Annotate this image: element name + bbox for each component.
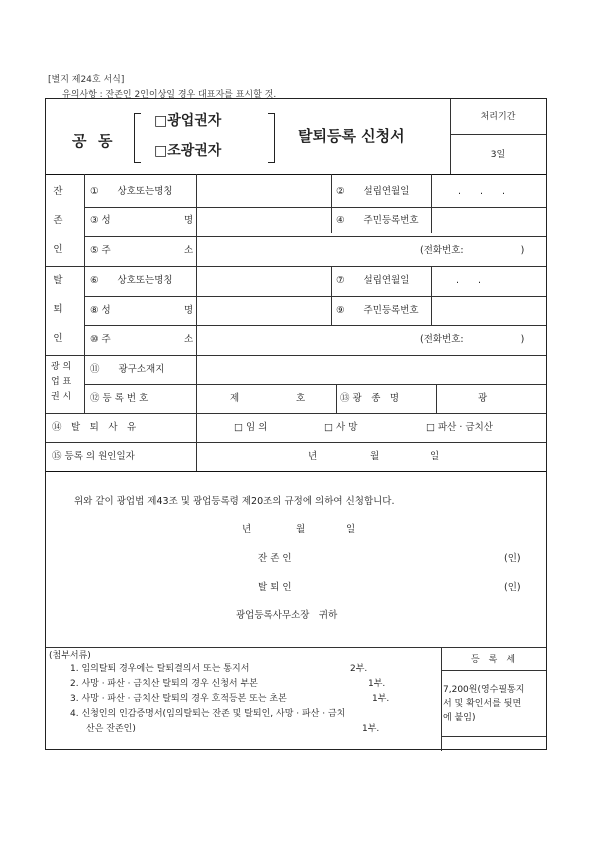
withdrawer-trade-name-label: ⑥ 상호또는명칭 <box>90 275 173 286</box>
processing-rule <box>450 134 546 135</box>
mining-location-label: ⑪ 광구소재지 <box>90 364 165 375</box>
registration-tax-line-1: 7,200원(영수필통지 <box>443 685 525 695</box>
left-bracket <box>134 113 141 163</box>
survivor-side-3: 인 <box>53 244 63 255</box>
reason-voluntary-checkbox[interactable]: □ 임 의 <box>234 422 268 433</box>
attachments-top-rule <box>46 647 546 648</box>
col-rule <box>84 174 85 413</box>
attachment-item-4: 4. 신청인의 인감증명서(임의탈퇴는 잔존 및 탈퇴인, 사망 · 파산 · 금치 <box>70 709 346 719</box>
addressee: 광업등록사무소장 귀하 <box>236 610 338 621</box>
title-option-mining-right: □광업권자 <box>154 113 222 129</box>
registration-tax-label: 등 록 세 <box>470 655 516 665</box>
survivor-seal: (인) <box>504 553 521 564</box>
survivor-name-label-1: ③ 성 <box>90 215 111 226</box>
cause-date-year: 년 <box>308 451 318 462</box>
title-bottom-rule <box>46 174 546 175</box>
mineral-name-suffix: 광 <box>478 393 488 404</box>
survivor-name-label-2: 명 <box>184 215 194 226</box>
processing-divider <box>450 99 451 174</box>
attachment-count-1: 2부. <box>350 664 368 674</box>
survivor-trade-name-label: ① 상호또는명칭 <box>90 186 173 197</box>
fee-rule-bottom <box>441 736 546 737</box>
withdrawer-side-3: 인 <box>53 333 63 344</box>
attachment-item-2: 2. 사망 · 파산 · 금치산 탈퇴의 경우 신청서 부본 <box>70 679 258 689</box>
mining-side-3: 권 시 <box>51 392 72 402</box>
registration-number-suffix: 호 <box>296 393 306 404</box>
registration-tax-line-3: 에 붙임) <box>443 713 476 723</box>
declaration-year: 년 <box>242 524 252 535</box>
right-bracket <box>268 113 275 163</box>
attachments-header: (첨부서류) <box>49 651 91 661</box>
rule <box>46 442 546 443</box>
withdrawer-signature-label: 탈 퇴 인 <box>258 582 292 593</box>
attachment-count-4: 1부. <box>362 724 380 734</box>
cause-date-day: 일 <box>430 451 440 462</box>
survivor-signature-label: 잔 존 인 <box>258 553 292 564</box>
declaration-month: 월 <box>296 524 306 535</box>
registration-number-label: ⑫ 등 록 번 호 <box>90 393 149 404</box>
col-rule <box>431 174 432 233</box>
fee-rule <box>441 670 546 671</box>
rule <box>46 355 546 356</box>
form-number: [별지 제24호 서식] <box>48 75 125 85</box>
form-frame <box>45 98 547 750</box>
withdrawer-address-label-1: ⑩ 주 <box>90 334 111 345</box>
col-rule <box>196 174 197 471</box>
withdrawer-side-1: 탈 <box>53 275 63 286</box>
survivor-established-value: . . . <box>458 186 506 197</box>
declaration-text: 위와 같이 광업법 제43조 및 광업등록령 제20조의 규정에 의하여 신청합니다. <box>74 496 395 507</box>
rule <box>46 266 546 267</box>
withdrawer-phone: (전화번호: ) <box>420 334 525 345</box>
withdrawer-side-2: 퇴 <box>53 304 63 315</box>
title-prefix-2: 동 <box>98 132 113 150</box>
withdrawer-name-label-2: 명 <box>184 305 194 316</box>
survivor-side-1: 잔 <box>53 186 63 197</box>
survivor-address-label-2: 소 <box>184 245 194 256</box>
rule <box>84 325 546 326</box>
rule <box>84 207 546 208</box>
withdrawer-seal: (인) <box>504 582 521 593</box>
col-rule <box>436 384 437 413</box>
survivor-address-label-1: ⑤ 주 <box>90 245 111 256</box>
withdrawer-established-label: ⑦ 설립연월일 <box>336 275 410 286</box>
cause-date-label: ⑮ 등록 의 원인일자 <box>52 451 135 462</box>
registration-tax-line-2: 서 및 확인서를 뒷면 <box>443 699 522 709</box>
col-rule <box>331 174 332 233</box>
title-option-lease-right: □조광권자 <box>154 143 222 159</box>
col-rule <box>336 384 337 413</box>
survivor-established-label: ② 설립연월일 <box>336 186 410 197</box>
attachment-count-2: 1부. <box>368 679 386 689</box>
mining-side-2: 업 표 <box>51 377 72 387</box>
cause-date-month: 월 <box>370 451 380 462</box>
reason-bankruptcy-checkbox[interactable]: □ 파산 · 금치산 <box>426 422 493 433</box>
survivor-side-2: 존 <box>53 215 63 226</box>
survivor-phone: (전화번호: ) <box>420 245 525 256</box>
attachment-count-3: 1부. <box>372 694 390 704</box>
col-rule <box>331 266 332 325</box>
attachment-item-1: 1. 임의탈퇴 경우에는 탈퇴결의서 또는 통지서 <box>70 664 250 674</box>
withdrawer-established-value: . . <box>456 275 482 286</box>
declaration-day: 일 <box>346 524 356 535</box>
withdrawer-name-label-1: ⑧ 성 <box>90 305 111 316</box>
registration-number-prefix: 제 <box>230 393 240 404</box>
processing-label: 처리기간 <box>480 112 516 122</box>
reason-death-checkbox[interactable]: □ 사 망 <box>324 422 358 433</box>
rule <box>46 471 546 472</box>
rule <box>84 384 546 385</box>
survivor-resident-no-label: ④ 주민등록번호 <box>336 215 419 226</box>
col-rule <box>431 266 432 325</box>
attachment-item-4-cont: 산은 잔존인) <box>86 724 136 734</box>
title-prefix-1: 공 <box>72 132 87 150</box>
rule <box>46 413 546 414</box>
processing-value: 3일 <box>490 150 506 160</box>
withdrawal-reason-label: ⑭ 탈 퇴 사 유 <box>52 422 137 433</box>
title-main: 탈퇴등록 신청서 <box>298 127 405 145</box>
mining-side-1: 광 의 <box>51 362 72 372</box>
caution-note: 유의사항 : 잔존인 2인이상일 경우 대표자를 표시할 것. <box>62 90 277 100</box>
attachment-item-3: 3. 사망 · 파산 · 금치산 탈퇴의 경우 호적등본 또는 초본 <box>70 694 287 704</box>
withdrawer-address-label-2: 소 <box>184 334 194 345</box>
rule <box>84 296 546 297</box>
mineral-name-label: ⑬ 광 종 명 <box>340 393 400 404</box>
withdrawer-resident-no-label: ⑨ 주민등록번호 <box>336 305 419 316</box>
rule <box>84 236 546 237</box>
